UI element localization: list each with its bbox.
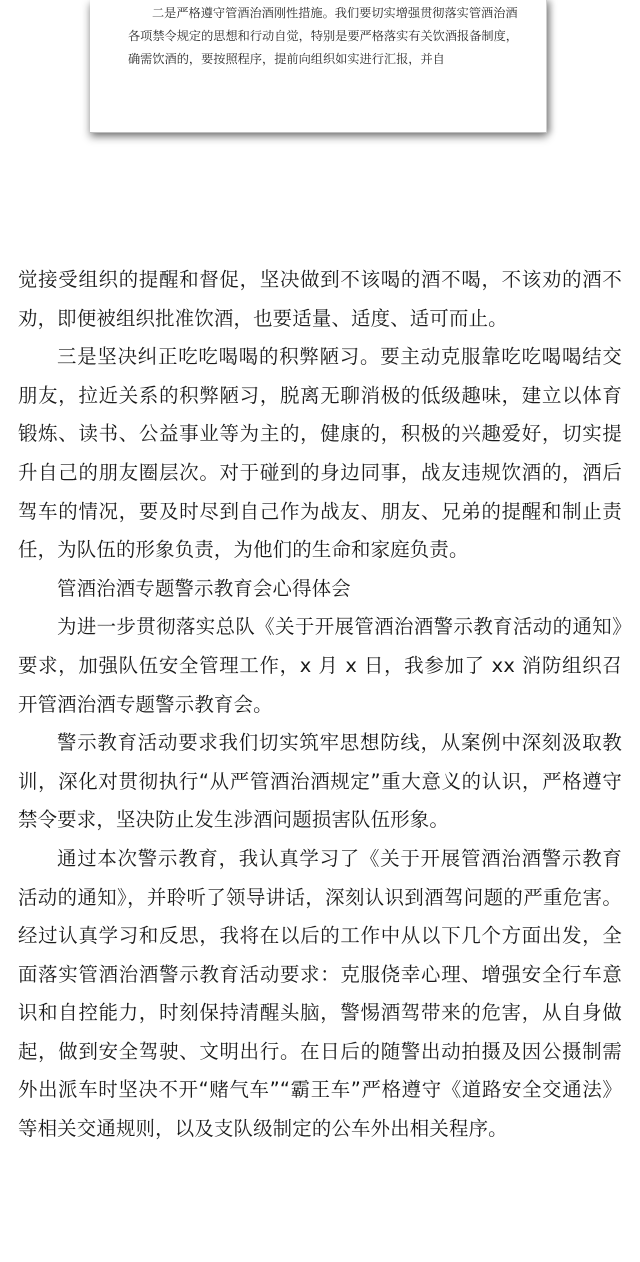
paragraph-reflection: 通过本次警示教育，我认真学习了《关于开展管酒治酒警示教育活动的通知》，并聆听了领导讲话，深刻认识到酒驾问题的严重危害。经过认真学习和反思，我将在以后的工作中从以下几个方面出发，全面落实管酒治酒警示教育活动要求：克服侥幸心理、增强安全行车意识和自控能力，时刻保持清醒头脑，警惕酒驾带来的危害，从自身做起，做到安全驾驶、文明出行。在日后的随警出动拍摄及因公摄制需外出派车时坚决不开“赌气车”“霸王车”严格遵守《道路安全交通法》等相关交通规则，以及支队级制定的公车外出相关程序。 xyxy=(18,846,622,1141)
article-body xyxy=(18,261,622,1149)
paragraph-continuation: 觉接受组织的提醒和督促，坚决做到不该喝的酒不喝，不该劝的酒不劝，即便被组织批准饮酒，也要适量、适度、适可而止。 xyxy=(18,268,622,330)
paragraph-point-three: 三是坚决纠正吃吃喝喝的积弊陋习。要主动克服靠吃吃喝喝结交朋友，拉近关系的积弊陋习，脱离无聊消极的低级趣味，建立以体育锻炼、读书、公益事业等为主的，健康的，积极的兴趣爱好，切实提升自己的朋友圈层次。对于碰到的身边同事，战友违规饮酒的，酒后驾车的情况，要及时尽到自己作为战友、朋友、兄弟的提醒和制止责任，为队伍的形象负责，为他们的生命和家庭负责。 xyxy=(18,345,622,562)
paragraph-requirements: 警示教育活动要求我们切实筑牢思想防线，从案例中深刻汲取教训，深化对贯彻执行“从严管酒治酒规定”重大意义的认识，严格遵守禁令要求，坚决防止发生涉酒问题损害队伍形象。 xyxy=(18,731,622,832)
section-heading: 管酒治酒专题警示教育会心得体会 xyxy=(57,576,351,600)
excerpt-text xyxy=(128,2,518,71)
paragraph-intro: 为进一步贯彻落实总队《关于开展管酒治酒警示教育活动的通知》要求，加强队伍安全管理工作，x 月 x 日，我参加了 xx 消防组织召开管酒治酒专题警示教育会。 xyxy=(18,615,622,716)
document-excerpt-card xyxy=(90,0,547,133)
excerpt-text-content: 二是严格遵守管酒治酒刚性措施。我们要切实增强贯彻落实管酒治酒各项禁令规定的思想和行动自觉，特别是要严格落实有关饮酒报备制度，确需饮酒的，要按照程序，提前向组织如实进行汇报，并自 xyxy=(128,6,518,66)
